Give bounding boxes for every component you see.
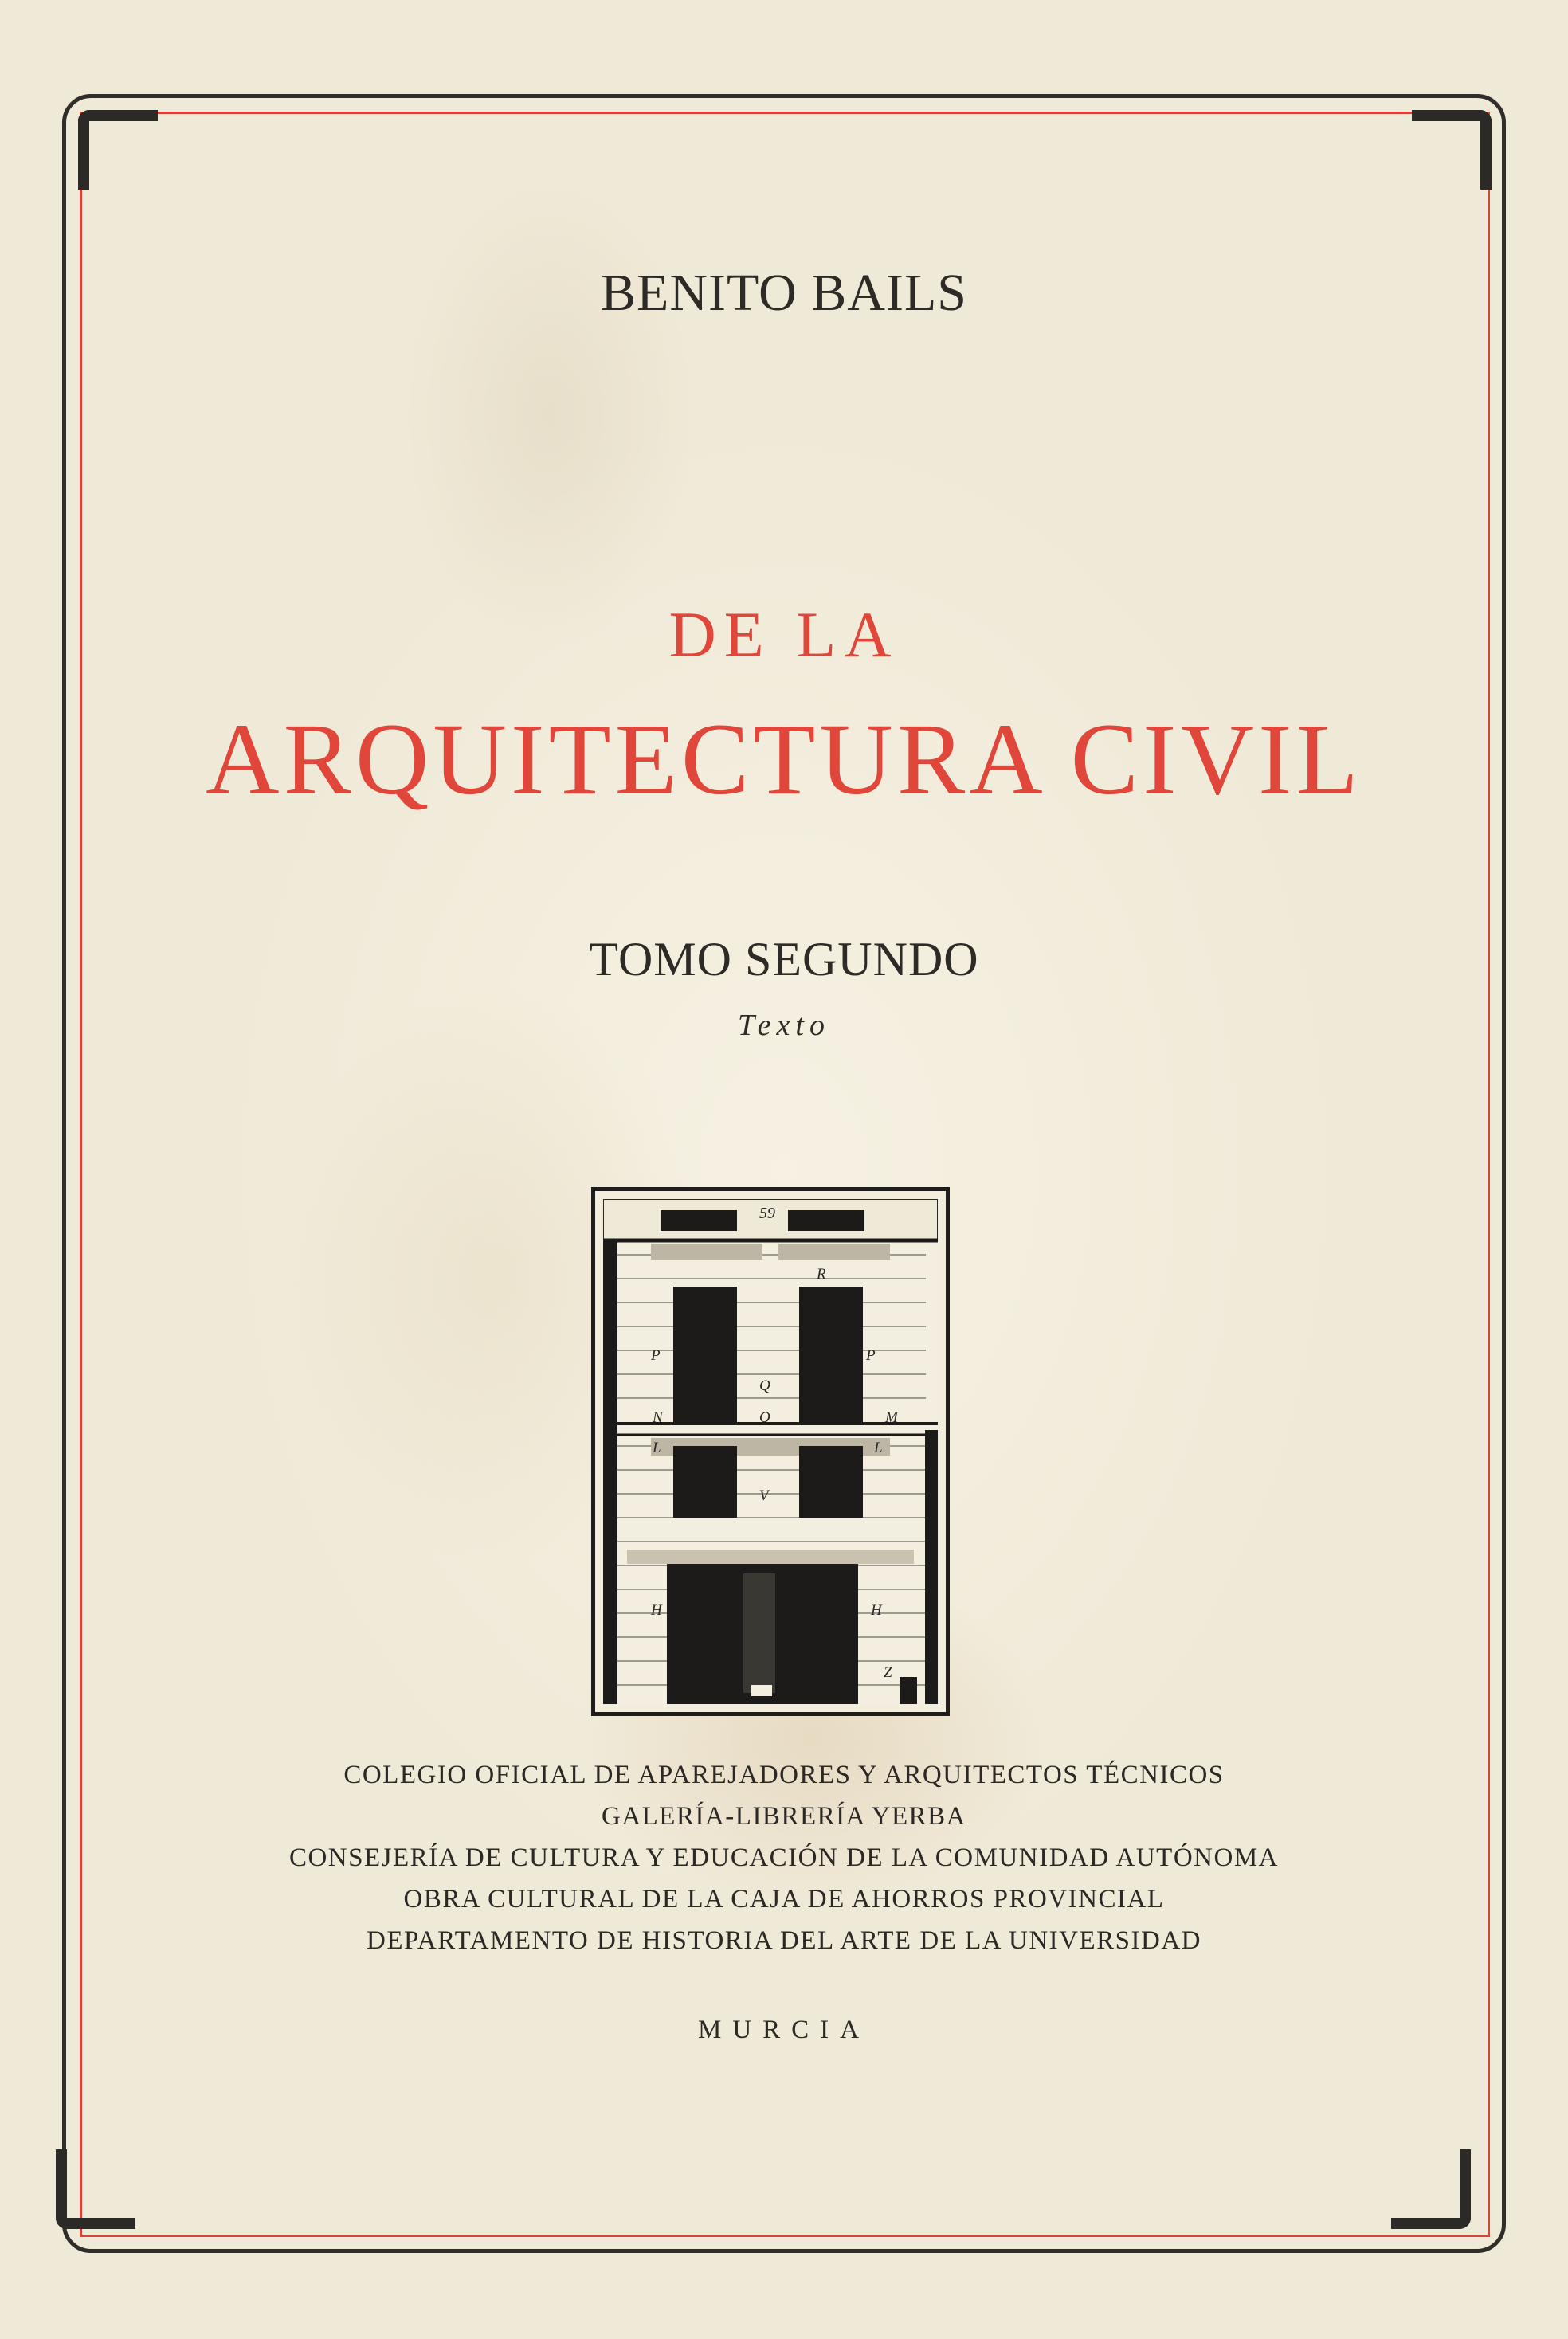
publisher-line: GALERÍA-LIBRERÍA YERBA xyxy=(601,1802,966,1831)
inner-red-border xyxy=(80,112,1490,2237)
volume-label: TOMO SEGUNDO xyxy=(589,933,979,985)
plate-letter: L xyxy=(653,1440,661,1456)
plate-letter: Q xyxy=(759,1377,770,1394)
publisher-line: DEPARTAMENTO DE HISTORIA DEL ARTE DE LA UNIVERSIDAD xyxy=(367,1926,1201,1955)
corner-ornament-bottom-left xyxy=(56,2149,135,2229)
plate-letter: P xyxy=(866,1347,876,1364)
plate-letter: P xyxy=(651,1347,661,1364)
engraving-plate xyxy=(591,1187,950,1716)
publisher-line: COLEGIO OFICIAL DE APAREJADORES Y ARQUITECTOS TÉCNICOS xyxy=(343,1761,1225,1789)
plate-letter: V xyxy=(759,1487,769,1504)
building-facade-illustration xyxy=(603,1199,938,1704)
plate-letter: H xyxy=(651,1602,662,1619)
title-line-1: DE LA xyxy=(668,598,900,671)
corner-ornament-bottom-right xyxy=(1391,2149,1471,2229)
plate-letter: N xyxy=(653,1409,663,1426)
plate-letter: M xyxy=(885,1409,898,1426)
plate-number: 59 xyxy=(759,1205,775,1222)
plate-letter: L xyxy=(874,1440,883,1456)
corner-ornament-top-left xyxy=(78,110,158,190)
title-line-2: ARQUITECTURA CIVIL xyxy=(206,703,1362,816)
plate-letter: Z xyxy=(884,1664,892,1681)
publication-city: MURCIA xyxy=(697,2016,871,2044)
publisher-line: OBRA CULTURAL DE LA CAJA DE AHORROS PROVINCIAL xyxy=(403,1885,1165,1914)
publisher-line: CONSEJERÍA DE CULTURA Y EDUCACIÓN DE LA COMUNIDAD AUTÓNOMA xyxy=(288,1843,1280,1872)
author-name: BENITO BAILS xyxy=(601,264,967,322)
plate-letter: R xyxy=(817,1266,826,1283)
plate-letter: H xyxy=(871,1602,882,1619)
plate-letter: O xyxy=(759,1409,770,1426)
corner-ornament-top-right xyxy=(1412,110,1492,190)
volume-subtitle: Texto xyxy=(738,1009,830,1042)
